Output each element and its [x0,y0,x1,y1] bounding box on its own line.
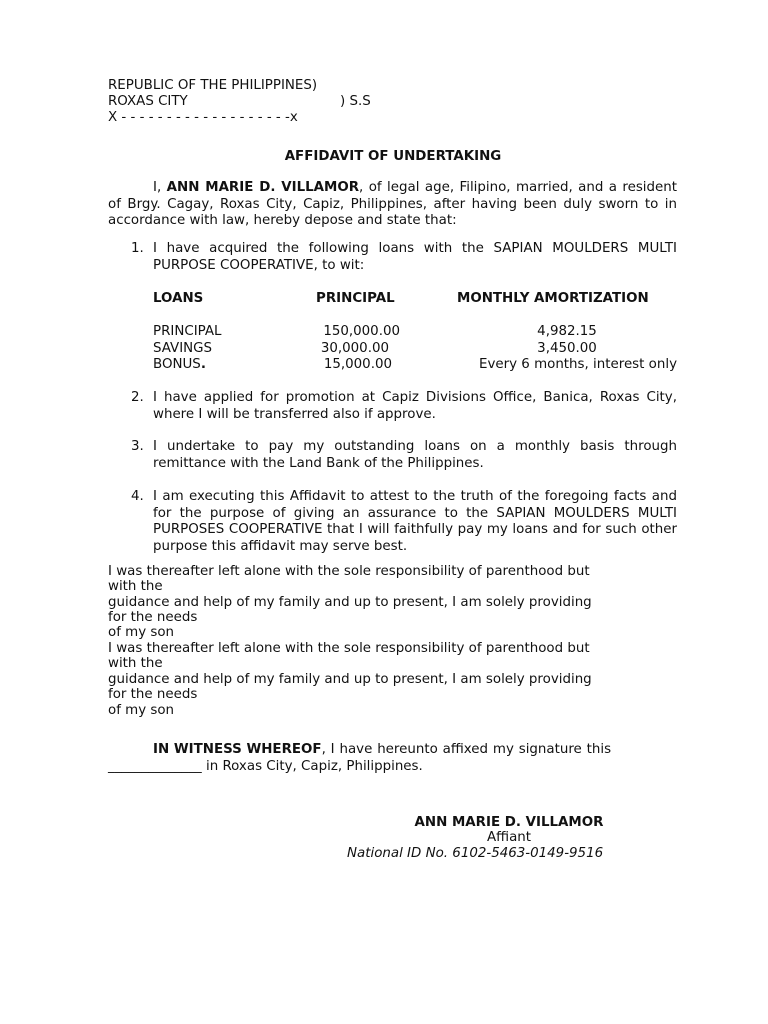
extra-line: of my son [108,703,175,718]
extra-line: for the needs [108,687,198,702]
witness-line-1 [153,742,611,757]
extra-line: for the needs [108,610,198,625]
table-cell-loan-period: . [200,357,206,372]
extra-line: guidance and help of my family and up to present, I am solely providing [108,672,592,687]
table-header-loans: LOANS [153,291,204,306]
witness-place: in Roxas City, Capiz, Philippines. [201,759,423,774]
table-cell-loan-text: BONUS [153,357,201,372]
intro-prefix: I, [153,180,167,195]
table-cell-amortization: 3,450.00 [537,341,597,356]
caption-venue: ) S.S [340,94,371,109]
affiant-name-intro: ANN MARIE D. VILLAMOR [166,180,360,195]
caption-line-republic: REPUBLIC OF THE PHILIPPINES) [108,78,318,93]
intro-text: , of legal age, Filipino, married, and a resident of Brgy. Cagay, Roxas City, Capiz, Philippines, after having been duly sworn to in accordance with law, hereby depose and state that: [108,180,678,228]
extra-line: of my son [108,625,175,640]
extra-line: with the [108,656,163,671]
table-cell-principal: 30,000.00 [320,341,389,356]
item-text: I am executing this Affidavit to attest to the truth of the foregoing facts and for the purpose of giving an assurance to the SAPIAN MOULDERS MULTI PURPOSES COOPERATIVE that I will faithfully pay my loans and for such other purpose this affidavit may serve best. [153,489,677,554]
item-number: 4. [131,489,144,504]
document-title: AFFIDAVIT OF UNDERTAKING [284,149,502,164]
witness-heading: IN WITNESS WHEREOF [153,742,322,757]
item-text: I have acquired the following loans with the SAPIAN MOULDERS MULTI PURPOSE COOPERATIVE, to wit: [153,241,677,273]
extra-line: I was thereafter left alone with the sole responsibility of parenthood but [108,564,590,579]
extra-line: I was thereafter left alone with the sole responsibility of parenthood but [108,641,590,656]
caption-separator: X - - - - - - - - - - - - - - - - - - -x [108,110,298,125]
witness-text: , I have hereunto affixed my signature this [321,742,612,757]
table-cell-loan [153,357,206,372]
table-cell-principal: 150,000.00 [323,324,400,339]
table-cell-amortization: Every 6 months, interest only [479,357,677,372]
table-cell-loan: PRINCIPAL [153,324,222,339]
table-header-amortization: MONTHLY AMORTIZATION [457,291,649,306]
item-number: 1. [131,241,144,256]
extra-line: with the [108,579,163,594]
item-number: 3. [131,439,144,454]
table-header-principal: PRINCIPAL [316,291,395,306]
extra-line: guidance and help of my family and up to present, I am solely providing [108,595,592,610]
item-text: I undertake to pay my outstanding loans on a monthly basis through remittance with the Land Bank of the Philippines. [153,439,677,471]
item-number: 2. [131,390,144,405]
table-cell-principal: 15,000.00 [323,357,392,372]
date-blank: ______________ [108,759,202,774]
signatory-name: ANN MARIE D. VILLAMOR [414,815,604,830]
national-id: National ID No. 6102-5463-0149-9516 [347,846,604,861]
caption-line-city: ROXAS CITY [108,94,188,109]
signatory-role: Affiant [486,830,532,845]
intro-paragraph [108,180,677,230]
table-cell-loan: SAVINGS [153,341,213,356]
witness-line-2 [108,759,423,774]
table-cell-amortization: 4,982.15 [537,324,597,339]
item-text: I have applied for promotion at Capiz Divisions Office, Banica, Roxas City, where I will be transferred also if approve. [153,390,677,422]
